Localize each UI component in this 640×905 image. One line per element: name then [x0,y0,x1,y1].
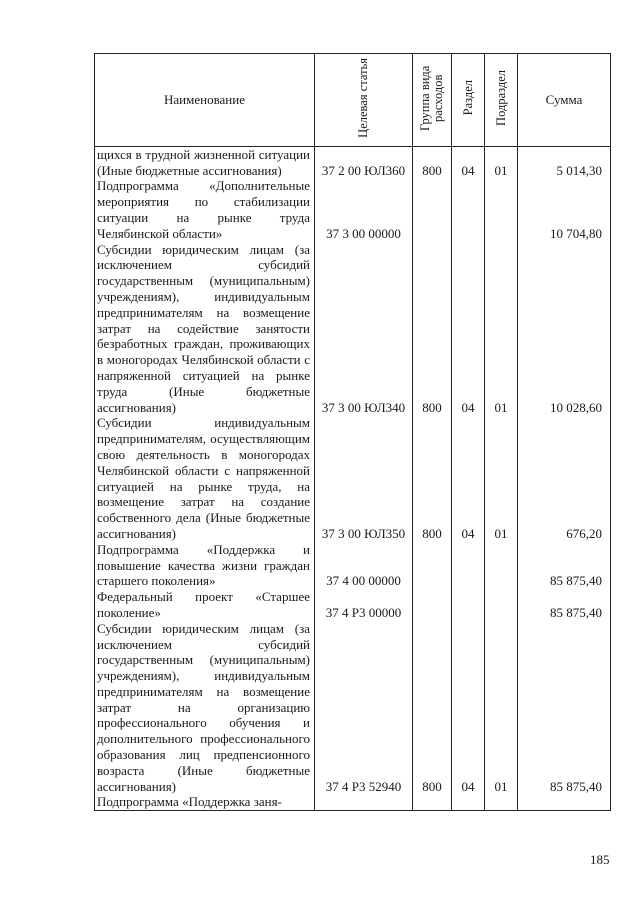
row-subsection [485,542,518,589]
row-subsection [485,178,518,241]
table-row [95,589,611,621]
row-section: 04 [452,621,485,795]
header-expense-group: Группа вида расходов [413,54,452,147]
header-amount: Сумма [518,54,611,147]
row-target-article: 37 2 00 ЮЛ360 [315,146,413,178]
header-name: Наименование [95,54,315,147]
page-number: 185 [590,852,610,867]
row-section [452,542,485,589]
row-section [452,178,485,241]
row-section: 04 [452,415,485,541]
row-subsection [485,589,518,621]
row-expense-group: 800 [413,415,452,541]
table-header-row [95,54,611,147]
row-amount: 85 875,40 [518,589,611,621]
row-expense-group: 800 [413,621,452,795]
row-target-article: 37 4 P3 00000 [315,589,413,621]
row-subsection: 01 [485,415,518,541]
row-subsection [485,794,518,810]
row-amount: 5 014,30 [518,146,611,178]
row-target-article [315,794,413,810]
row-name: Субсидии юридическим лицам (за исключением субсидий государственным (муниципальным) учреждениям), индивидуальным предпринимателям на возмещение затрат на организацию профессионального обучения и дополнительного профессионального образования лиц предпенсионного возраста (Иные бюджетные ассигнования) [95,621,315,795]
row-amount: 676,20 [518,415,611,541]
row-target-article: 37 4 P3 52940 [315,621,413,795]
row-amount: 10 704,80 [518,178,611,241]
header-target-article: Целевая статья [315,54,413,147]
row-name: Подпрограмма «Дополнительные мероприятия по стабилизации ситуации на рынке труда Челябинской области» [95,178,315,241]
row-expense-group [413,589,452,621]
row-target-article: 37 3 00 ЮЛ340 [315,242,413,416]
row-name: Подпрограмма «Поддержка заня- [95,794,315,810]
table-row [95,178,611,241]
header-section: Раздел [452,54,485,147]
table-row [95,146,611,178]
row-amount [518,794,611,810]
row-section: 04 [452,242,485,416]
row-expense-group [413,794,452,810]
row-name: Федеральный проект «Старшее поколение» [95,589,315,621]
table-row [95,542,611,589]
table-row [95,242,611,416]
row-section [452,794,485,810]
table-row [95,621,611,795]
row-target-article: 37 3 00 ЮЛ350 [315,415,413,541]
row-expense-group: 800 [413,242,452,416]
table-row [95,415,611,541]
row-expense-group [413,178,452,241]
row-name: щихся в трудной жизненной ситуации (Иные бюджетные ассигнования) [95,146,315,178]
table-row [95,794,611,810]
row-section [452,589,485,621]
row-name: Подпрограмма «Поддержка и повышение качества жизни граждан старшего поколения» [95,542,315,589]
row-amount: 85 875,40 [518,542,611,589]
row-subsection: 01 [485,146,518,178]
row-expense-group [413,542,452,589]
row-subsection: 01 [485,242,518,416]
row-amount: 10 028,60 [518,242,611,416]
row-expense-group: 800 [413,146,452,178]
row-target-article: 37 4 00 00000 [315,542,413,589]
header-subsection: Подраздел [485,54,518,147]
row-name: Субсидии юридическим лицам (за исключением субсидий государственным (муниципальным) учреждениям), индивидуальным предпринимателям на возмещение затрат на содействие занятости безработных граждан, проживающих в моногородах Челябинской области с напряженной ситуацией на рынке труда (Иные бюджетные ассигнования) [95,242,315,416]
row-name: Субсидии индивидуальным предпринимателям, осуществляющим свою деятельность в моногородах Челябинской области с напряженной ситуацией на рынке труда, на возмещение затрат на создание собственного дела (Иные бюджетные ассигнования) [95,415,315,541]
row-amount: 85 875,40 [518,621,611,795]
budget-table [94,53,611,811]
row-subsection: 01 [485,621,518,795]
row-target-article: 37 3 00 00000 [315,178,413,241]
row-section: 04 [452,146,485,178]
